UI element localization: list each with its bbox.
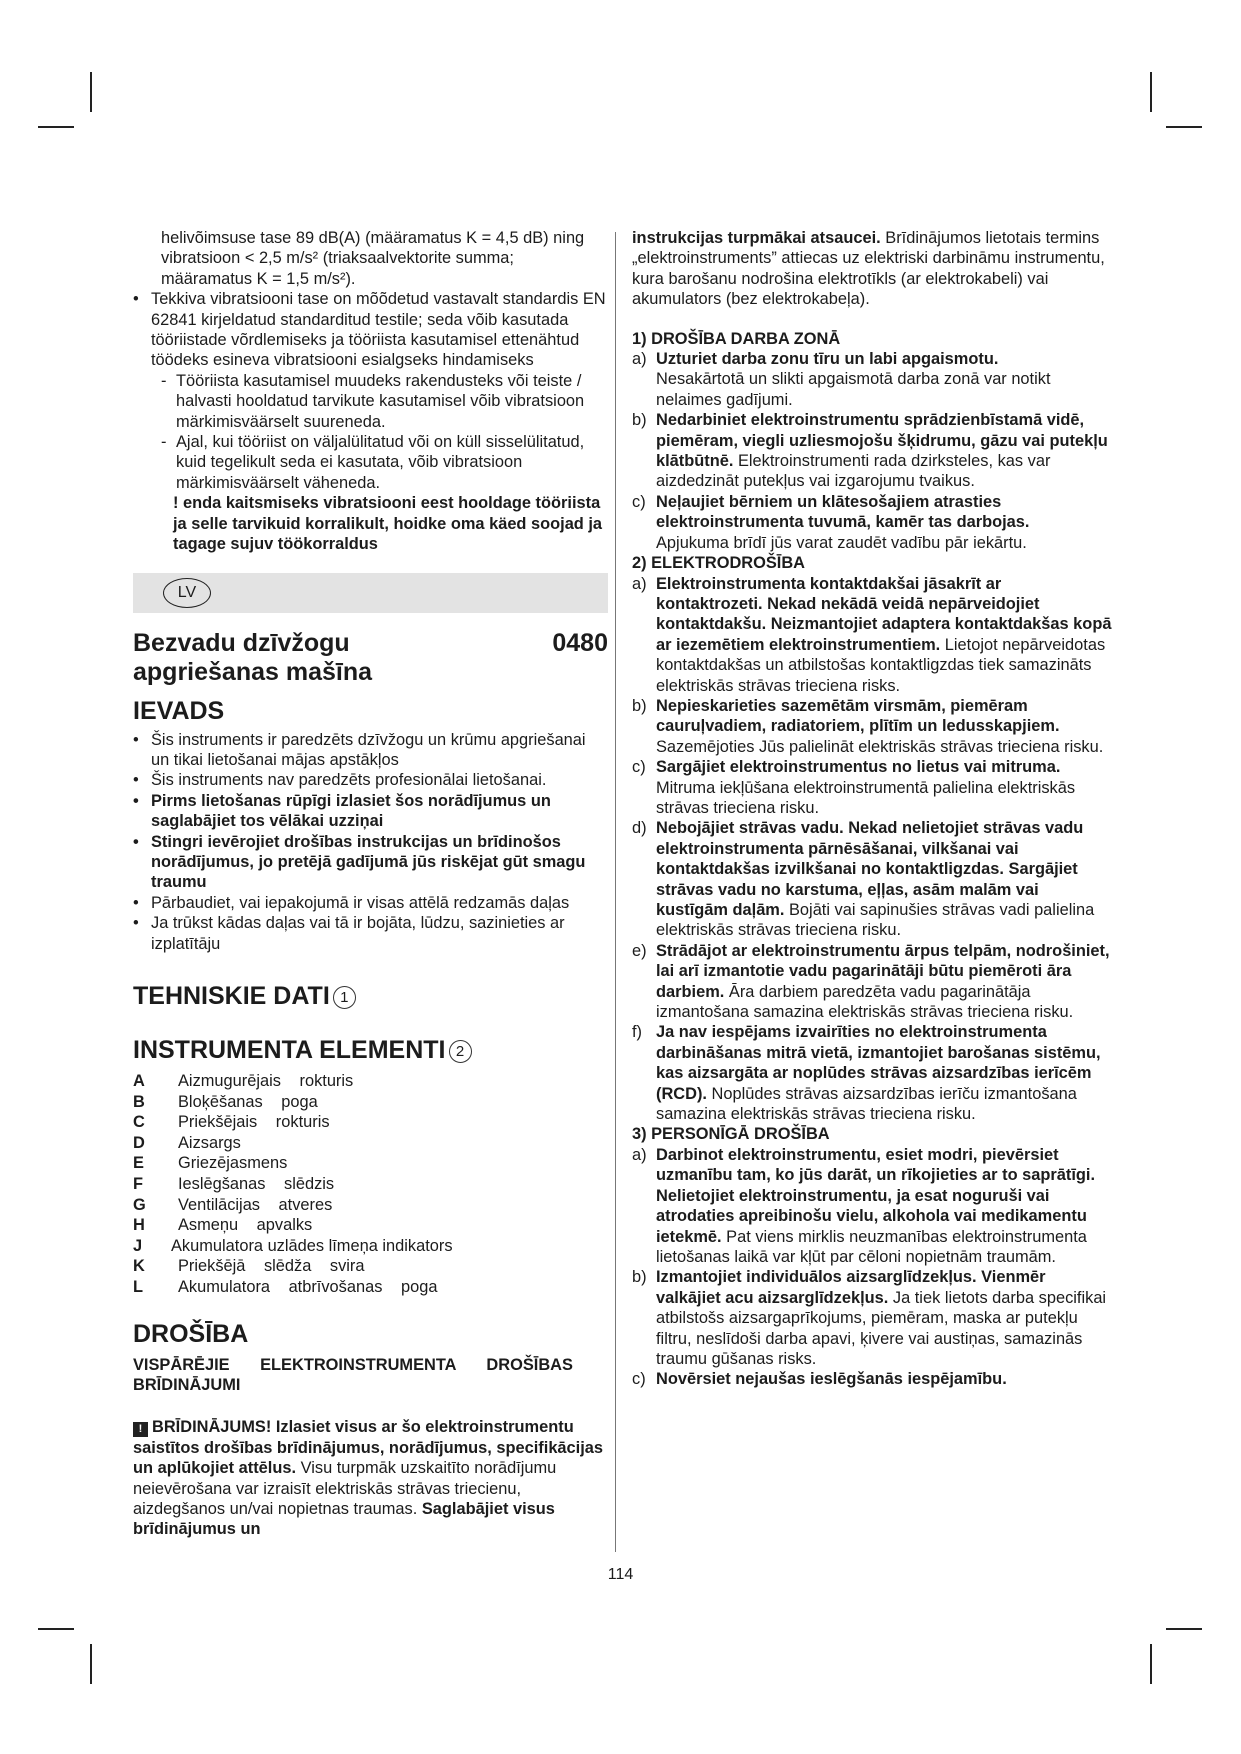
crop-mark xyxy=(38,126,74,128)
section-2-item xyxy=(632,696,1112,757)
item-normal: Nesakārtotā un slikti apgaismotā darba zonā var notikt nelaimes gadījumi. xyxy=(656,370,1051,409)
model-number: 0480 xyxy=(552,628,608,657)
element-letter: E xyxy=(133,1154,144,1173)
elements-title: INSTRUMENTA ELEMENTI xyxy=(133,1035,446,1064)
item-normal: Sazemējoties Jūs palielināt elektriskās strāvas trieciena risku. xyxy=(656,737,1104,756)
element-row xyxy=(133,1215,608,1236)
general-warnings-heading: VISPĀRĒJIE ELEKTROINSTRUMENTA DROŠĪBAS BRĪDINĀJUMI xyxy=(133,1355,573,1394)
section-3-item xyxy=(632,1145,1112,1267)
item-normal: Āra darbiem paredzēta vadu pagarinātāja izmantošana samazina elektriskās strāvas trieciena risku. xyxy=(656,982,1074,1022)
vibration-dash-2: - Ajal, kui tööriist on väljalülitatud või on küll sisselülitatud, kuid tegelikult seda ei kasutata, võib vibratsioon märkimisväärselt väheneda. xyxy=(161,433,585,492)
item-marker: b) xyxy=(632,696,647,715)
ievads-item: • Pirms lietošanas rūpīgi izlasiet šos norādījumus un saglabājiet tos vēlākai uzziņai xyxy=(133,791,608,832)
element-text: Aizmugurējais rokturis xyxy=(178,1071,354,1090)
item-bold: Elektroinstrumenta kontaktdakšai jāsakrīt ar kontaktrozeti. Nekad nekādā veidā nepārveidojiet kontaktdakšu. Neizmantojiet adaptera kontaktdakšas kopā ar iezemētiem elektroinstrumentiem. xyxy=(656,574,1112,654)
element-row xyxy=(133,1256,608,1277)
section-1-item xyxy=(632,492,1112,553)
elements-heading xyxy=(133,1036,608,1065)
item-normal: Pat viens mirklis neuzmanības elektroinstrumenta lietošanas laikā var kļūt par cēloni nopietnām traumām. xyxy=(656,1227,1087,1266)
section-2-item xyxy=(632,574,1112,696)
item-normal: Apjukuma brīdī jūs varat zaudēt vadību pār iekārtu. xyxy=(656,533,1027,552)
item-bold: Neļaujiet bērniem un klātesošajiem atrasties elektroinstrumenta tuvumā, kamēr tas darbojas. xyxy=(656,492,1030,532)
element-letter: H xyxy=(133,1216,145,1235)
vibration-continued: helivõimsuse tase 89 dB(A) (määramatus K = 4,5 dB) ning vibratsioon < 2,5 m/s² (triaksaalvektorite summa; määramatus K = 1,5 m/s²). xyxy=(161,229,585,288)
element-letter: B xyxy=(133,1092,145,1111)
item-marker: c) xyxy=(632,1370,646,1389)
element-row xyxy=(133,1277,608,1298)
element-letter: F xyxy=(133,1174,144,1193)
tech-data-title: TEHNISKIE DATI xyxy=(133,981,330,1010)
element-row xyxy=(133,1071,608,1092)
section-2-heading: 2) ELEKTRODROŠĪBA xyxy=(632,554,806,573)
item-normal: Elektroinstrumenti rada dzirksteles, kas var aizdedzināt putekļus vai izgarojumu tvaikus. xyxy=(656,452,1051,491)
section-2-item xyxy=(632,941,1112,1023)
general-warning-text xyxy=(133,1417,608,1539)
crop-mark xyxy=(1166,126,1202,128)
warning-triangle-icon: ! xyxy=(133,1422,148,1437)
left-column xyxy=(133,228,608,1540)
item-bold: Novērsiet nejaušas ieslēgšanās iespējamību. xyxy=(656,1370,1007,1389)
item-bold: Darbinot elektroinstrumentu, esiet modri, pievērsiet uzmanību tam, ko jūs darāt, un rīkojieties ar to saprātīgi. Nelietojiet elektroinstrumentu, ja esat noguruši vai atrodaties apreibinošu vielu, alkohola vai medikamentu ietekmē. xyxy=(656,1145,1096,1246)
element-row xyxy=(133,1195,608,1216)
column-divider xyxy=(615,232,616,1552)
elements-list xyxy=(133,1071,608,1298)
element-text: Ventilācijas atveres xyxy=(178,1195,333,1214)
element-letter: K xyxy=(133,1257,145,1276)
element-row xyxy=(133,1112,608,1133)
element-text: Aizsargs xyxy=(178,1133,241,1152)
element-letter: L xyxy=(133,1277,144,1296)
section-2-item xyxy=(632,1022,1112,1124)
section-2-item xyxy=(632,757,1112,818)
section-3-heading: 3) PERSONĪGĀ DROŠĪBA xyxy=(632,1125,830,1144)
intro-normal: Brīdinājumos lietotais termins „elektroinstruments” attiecas uz elektriski darbināmu instrumentu, kura barošanu nodrošina elektrotīkls (ar elektrokabeli) vai akumulators (bez elektrokabeļa). xyxy=(632,229,1105,309)
section-1-item xyxy=(632,349,1112,410)
crop-mark xyxy=(38,1628,74,1630)
ievads-list xyxy=(133,730,608,954)
section-1-item xyxy=(632,410,1112,492)
warning-bold: BRĪDINĀJUMS! Izlasiet visus ar šo elektroinstrumentu saistītos drošības brīdinājumus, norādījumus, specifikācijas un aplūkojiet attēlus. xyxy=(133,1418,604,1478)
element-letter: C xyxy=(133,1113,145,1132)
item-marker: a) xyxy=(632,1145,647,1164)
section-2-item xyxy=(632,818,1112,940)
warning-bold-2: Saglabājiet visus brīdinājumus un xyxy=(133,1499,555,1539)
item-marker: b) xyxy=(632,411,647,430)
item-marker: c) xyxy=(632,492,646,511)
element-text: Akumulatora uzlādes līmeņa indikators xyxy=(171,1236,453,1255)
vibration-bullet: • Tekkiva vibratsiooni tase on mõõdetud vastavalt standardis EN 62841 kirjeldatud standarditud testile; seda võib kasutada tööriistade võrdlemiseks ja tööriista kasutamisel ettenähtud töödeks esineva vibratsiooni esialgseks hindamiseks xyxy=(133,289,608,371)
element-text: Ieslēgšanas slēdzis xyxy=(178,1174,335,1193)
element-row xyxy=(133,1236,608,1257)
element-text: Asmeņu apvalks xyxy=(178,1216,313,1235)
warning-normal: Visu turpmāk uzskaitīto norādījumu neievērošana var izraisīt elektriskās strāvas triecienu, aizdegšanos un/vai nopietnas traumas. xyxy=(133,1459,557,1518)
language-bar xyxy=(133,573,608,613)
ievads-heading: IEVADS xyxy=(133,696,225,725)
dash-2-text: Ajal, kui tööriist on väljalülitatud või on küll sisselülitatud, kuid tegelikult seda ei kasutata, võib vibratsioon märkimisväärselt väheneda. xyxy=(176,433,585,492)
element-text: Griezējasmens xyxy=(178,1154,288,1173)
item-marker: c) xyxy=(632,758,646,777)
item-marker: b) xyxy=(632,1268,647,1287)
section-3-item xyxy=(632,1267,1112,1369)
element-row xyxy=(133,1133,608,1154)
crop-mark xyxy=(1166,1628,1202,1630)
item-bold: Sargājiet elektroinstrumentus no lietus vai mitruma. xyxy=(656,758,1061,777)
ievads-item: • Šis instruments nav paredzēts profesionālai lietošanai. xyxy=(133,770,608,790)
product-title: Bezvadu dzīvžogu apgriešanas mašīna xyxy=(133,628,373,686)
crop-mark xyxy=(1150,72,1152,112)
item-bold: Nebojājiet strāvas vadu. Nekad nelietojiet strāvas vadu elektroinstrumenta pārnēsāšanai, vilkšanai vai kontaktdakšas izvilkšanai no kontaktligzdas. Sargājiet strāvas vadu no karstuma, eļļas, asām malām vai kustīgām daļām. xyxy=(656,819,1084,919)
intro-bold: instrukcijas turpmākai atsaucei. xyxy=(632,229,881,247)
page-number: 114 xyxy=(607,1566,634,1583)
element-row xyxy=(133,1174,608,1195)
vibration-dash-1: - Tööriista kasutamisel muudeks rakendusteks või teiste / halvasti hooldatud tarvikute kasutamisel võib vibratsioon märkimisväärselt suureneda. xyxy=(161,371,585,431)
crop-mark xyxy=(1150,1644,1152,1684)
drosiba-heading: DROŠĪBA xyxy=(133,1319,249,1348)
element-letter: G xyxy=(133,1195,146,1214)
element-letter: A xyxy=(133,1071,145,1090)
figure-ref-2: 2 xyxy=(449,1040,472,1063)
item-normal: Ja tiek lietots darba specifikai atbilstošs aizsargaprīkojums, piemēram, maska ar putekļu filtru, neslīdoši darba apavi, ķivere vai austiņas, samazinās traumu gūšanas risks. xyxy=(656,1288,1107,1368)
item-bold: Strādājot ar elektroinstrumentu ārpus telpām, nodrošiniet, lai arī izmantotie vadu pagarinātāji būtu piemēroti āra darbiem. xyxy=(656,941,1110,1001)
crop-mark xyxy=(90,1644,92,1684)
item-normal: Noplūdes strāvas aizsardzības ierīču izmantošana samazina elektriskās strāvas trieciena risku. xyxy=(656,1084,1077,1124)
element-row xyxy=(133,1153,608,1174)
ievads-item: • Stingri ievērojiet drošības instrukcijas un brīdinošos norādījumus, jo pretējā gadījumā jūs riskējat gūt smagu traumu xyxy=(133,832,608,893)
dash-1-text: Tööriista kasutamisel muudeks rakendusteks või teiste / halvasti hooldatud tarvikute kasutamisel võib vibratsioon märkimisväärselt suureneda. xyxy=(176,371,585,431)
element-text: Bloķēšanas poga xyxy=(178,1092,318,1111)
element-text: Akumulatora atbrīvošanas poga xyxy=(178,1277,438,1296)
item-marker: e) xyxy=(632,941,647,960)
product-title-row xyxy=(133,629,608,687)
element-text: Priekšējā slēdža svira xyxy=(178,1257,365,1276)
crop-mark xyxy=(90,72,92,112)
item-bold: Ja nav iespējams izvairīties no elektroinstrumenta darbināšanas mitrā vietā, izmantojiet barošanas sistēmu, kas aizsargāta ar noplūdes strāvas aizsardzības ierīcēm (RCD). xyxy=(656,1023,1101,1103)
item-bold: Nepieskarieties sazemētām virsmām, piemēram cauruļvadiem, radiatoriem, plītīm un ledusskapjiem. xyxy=(656,696,1060,736)
item-bold: Izmantojiet individuālos aizsarglīdzekļus. Vienmēr valkājiet acu aizsarglīdzekļus. xyxy=(656,1268,1046,1307)
item-marker: a) xyxy=(632,574,647,593)
item-bold: Nedarbiniet elektroinstrumentu sprādzienbīstamā vidē, piemēram, viegli uzliesmojošu šķidrumu, gāzu vai putekļu klātbūtnē. xyxy=(656,411,1108,471)
item-normal: Mitruma iekļūšana elektroinstrumentā palielina elektriskās strāvas trieciena risku. xyxy=(656,778,1076,817)
element-letter: D xyxy=(133,1133,145,1152)
element-letter: J xyxy=(133,1236,143,1255)
figure-ref-1: 1 xyxy=(333,986,356,1009)
language-badge: LV xyxy=(163,578,211,608)
section-1-heading: 1) DROŠĪBA DARBA ZONĀ xyxy=(632,329,841,348)
vibration-warning: ! enda kaitsmiseks vibratsiooni eest hooldage tööriista ja selle tarvikuid korralikult, hoidke oma käed soojad ja tagage sujuv töökorraldus xyxy=(173,494,603,554)
item-bold: Uzturiet darba zonu tīru un labi apgaismotu. xyxy=(656,350,999,369)
item-normal: Bojāti vai sapinušies strāvas vadi palielina elektriskās strāvas trieciena risku. xyxy=(656,901,1095,940)
ievads-item: • Pārbaudiet, vai iepakojumā ir visas attēlā redzamās daļas xyxy=(133,893,608,913)
ievads-item: • Ja trūkst kādas daļas vai tā ir bojāta, lūdzu, sazinieties ar izplatītāju xyxy=(133,913,608,954)
tech-data-heading xyxy=(133,982,608,1011)
item-marker: d) xyxy=(632,819,647,838)
item-normal: Lietojot nepārveidotas kontaktdakšas un atbilstošas kontaktligzdas tiek samazināts elektriskās strāvas trieciena risks. xyxy=(656,635,1106,695)
ievads-item: • Šis instruments ir paredzēts dzīvžogu un krūmu apgriešanai un tikai lietošanai mājas apstākļos xyxy=(133,730,608,771)
element-text: Priekšējais rokturis xyxy=(178,1113,330,1132)
item-marker: f) xyxy=(632,1023,643,1042)
right-column xyxy=(632,228,1112,1390)
intro-text xyxy=(632,228,1112,310)
element-row xyxy=(133,1092,608,1113)
item-marker: a) xyxy=(632,350,647,369)
section-3-item xyxy=(632,1369,1112,1389)
